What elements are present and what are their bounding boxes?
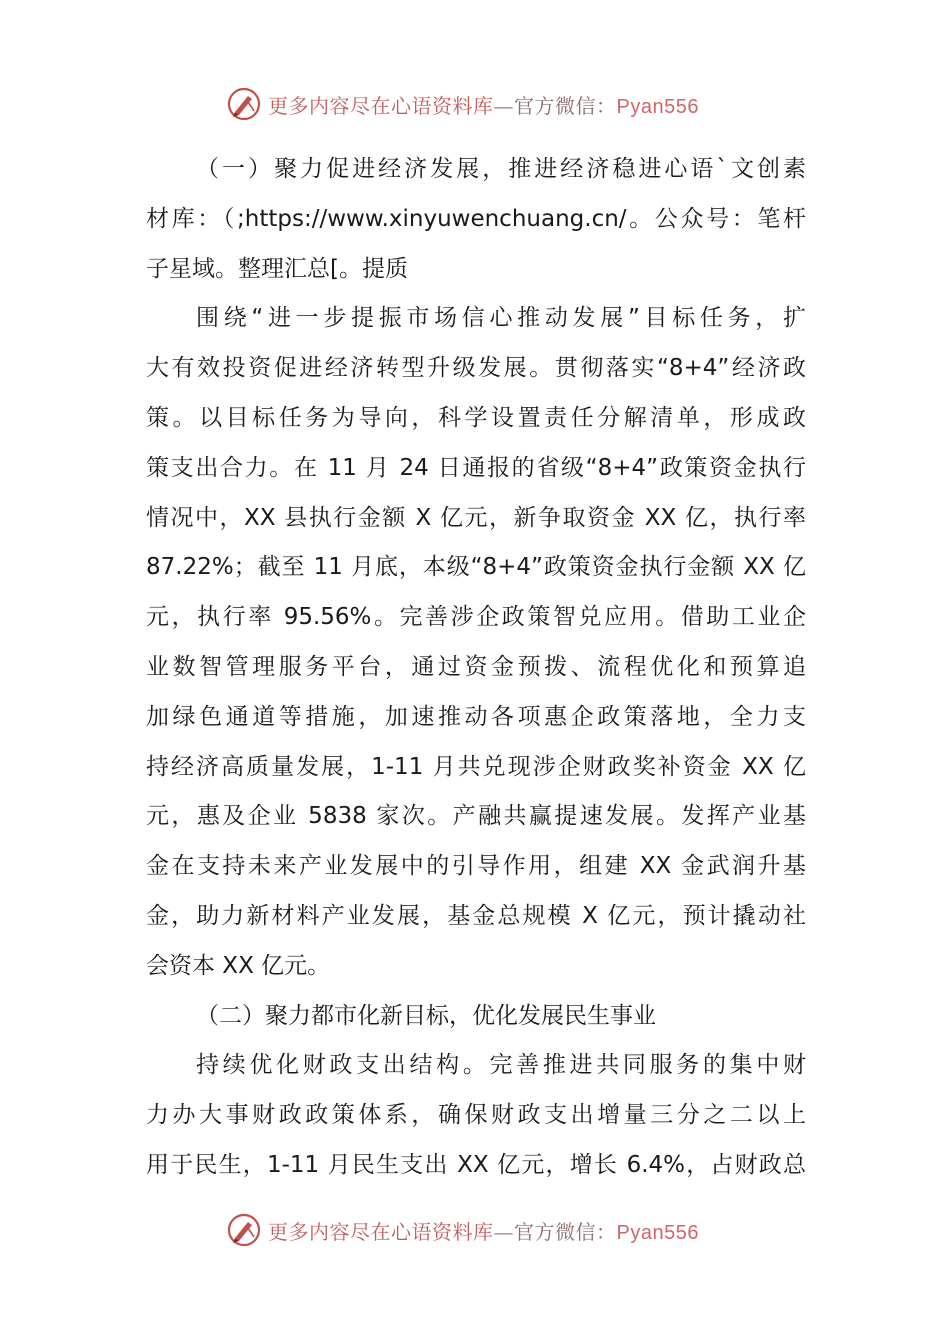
text-line: 用于民生，1-11 月民生支出 XX 亿元，增长 6.4%，占财政总 (146, 1151, 806, 1178)
text-line: 大有效投资促进经济转型升级发展。贯彻落实“8+4”经济政 (146, 355, 806, 382)
text-line: （二）聚力都市化新目标，优化发展民生事业 (196, 1002, 656, 1029)
watermark-brand: 更多内容尽在心语资料库 (268, 1219, 494, 1244)
watermark-wechat-label: 官方微信： (514, 93, 617, 118)
text-line: 金在支持未来产业发展中的引导作用，组建 XX 金武润升基 (146, 853, 806, 880)
watermark-wechat-id: Pyan556 (616, 1221, 699, 1244)
watermark-brand: 更多内容尽在心语资料库 (268, 93, 494, 118)
text-line: 业数智管理服务平台，通过资金预拨、流程优化和预算追 (146, 653, 806, 680)
text-line: 持续优化财政支出结构。完善推进共同服务的集中财 (196, 1052, 806, 1079)
text-line: 会资本 XX 亿元。 (146, 952, 331, 979)
watermark-header (226, 84, 699, 124)
text-line: 子星域。整理汇总[。提质 (146, 255, 408, 282)
watermark-dash: — (493, 1219, 514, 1244)
document-body (146, 145, 806, 1191)
watermark-dash: — (493, 93, 514, 118)
watermark-wechat-id: Pyan556 (616, 95, 699, 118)
watermark-footer (226, 1210, 699, 1250)
text-line: 加绿色通道等措施，加速推动各项惠企政策落地，全力支 (146, 703, 806, 730)
watermark-text (268, 90, 699, 119)
text-line: 力办大事财政政策体系，确保财政支出增量三分之二以上 (146, 1102, 806, 1129)
watermark-wechat-label: 官方微信： (514, 1219, 617, 1244)
text-line: 元，惠及企业 5838 家次。产融共赢提速发展。发挥产业基 (146, 803, 806, 830)
text-line: 持经济高质量发展，1-11 月共兑现涉企财政奖补资金 XX 亿 (146, 753, 806, 780)
text-line: 策支出合力。在 11 月 24 日通报的省级“8+4”政策资金执行 (146, 454, 806, 481)
watermark-text (268, 1216, 699, 1245)
text-line: 金，助力新材料产业发展，基金总规模 X 亿元，预计撬动社 (146, 902, 806, 929)
text-line: 策。以目标任务为导向，科学设置责任分解清单，形成政 (146, 404, 806, 431)
text-line: 情况中，XX 县执行金额 X 亿元，新争取资金 XX 亿，执行率 (146, 504, 806, 531)
text-line: 材库：（;https://www.xinyuwenchuang.cn/。公众号：笔杆 (146, 205, 806, 232)
text-line: 87.22%；截至 11 月底，本级“8+4”政策资金执行金额 XX 亿 (146, 554, 806, 581)
text-line: 元，执行率 95.56%。完善涉企政策智兑应用。借助工业企 (146, 604, 806, 631)
pen-logo-icon (226, 1212, 262, 1248)
pen-logo-icon (226, 86, 262, 122)
text-line: 围绕“进一步提振市场信心推动发展”目标任务，扩 (196, 305, 806, 332)
text-line: （一）聚力促进经济发展，推进经济稳进心语`文创素 (196, 156, 806, 182)
